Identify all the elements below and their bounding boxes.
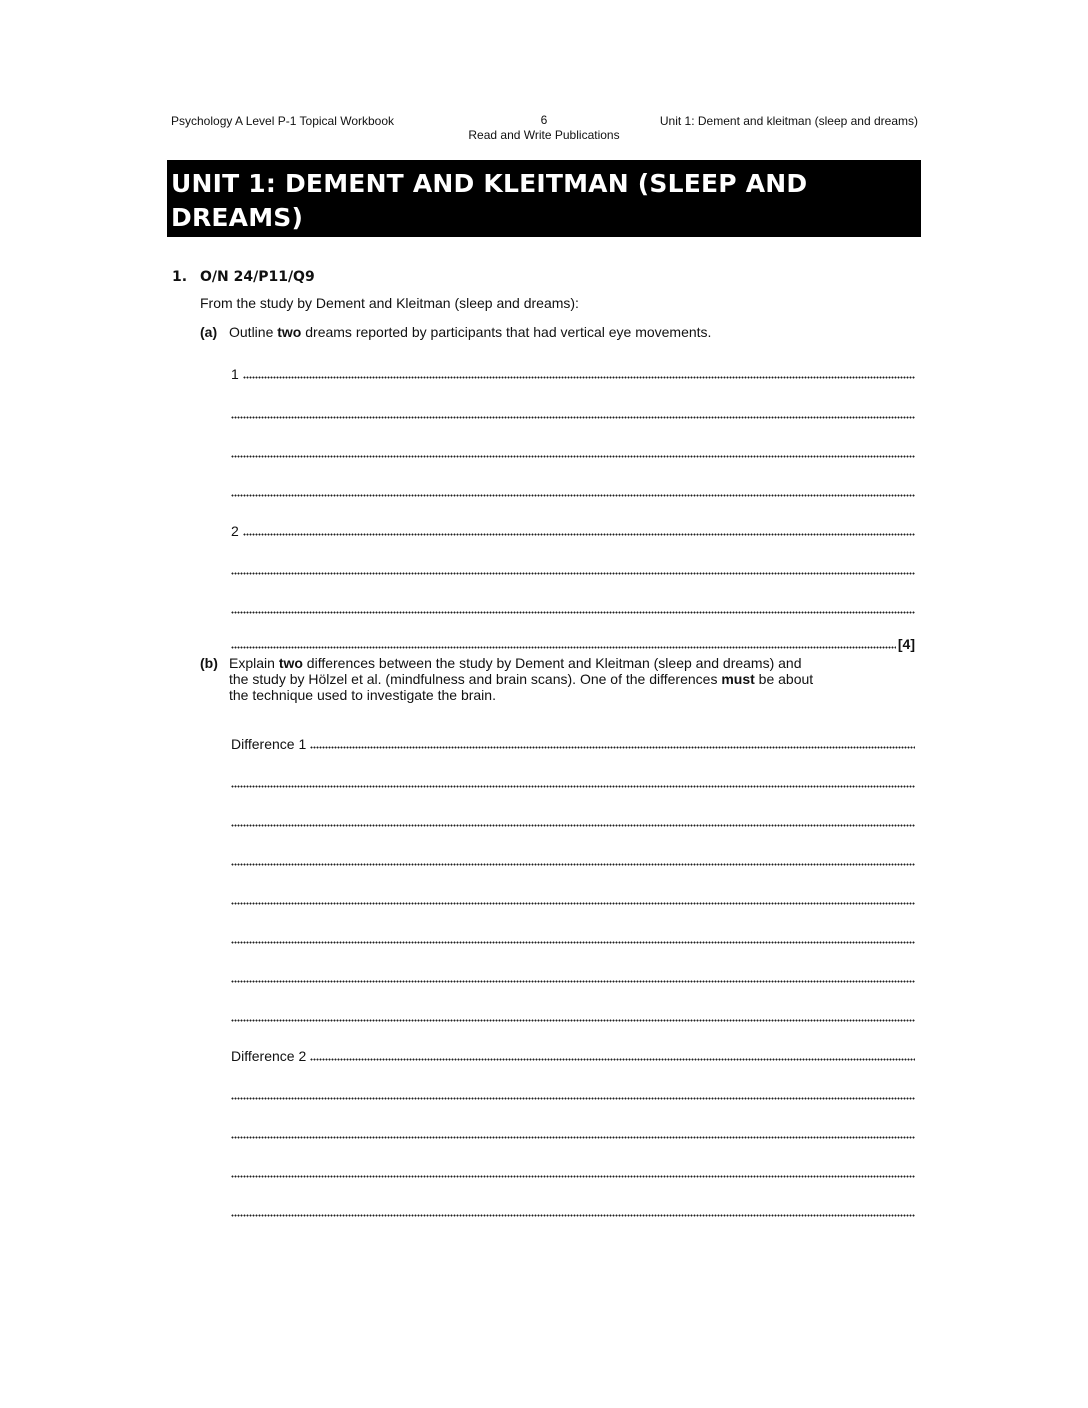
part-b-emphasis-two: two [278,655,303,671]
header-unit-title: Unit 1: Dement and kleitman (sleep and dreams) [659,114,918,128]
answer-line[interactable] [231,633,915,651]
header-page-number: 6 [540,113,548,127]
question-number: 1. [172,269,188,285]
answer-line[interactable] [231,1084,915,1102]
header-publisher: Read and Write Publications [468,128,620,142]
answer-line[interactable] [231,1201,915,1219]
header-workbook-title: Psychology A Level P-1 Topical Workbook [171,114,395,128]
answer-label-1: 1 [231,366,239,382]
part-b-label: (b) [200,655,218,671]
answer-line[interactable] [231,520,915,538]
answer-line[interactable] [231,850,915,868]
answer-line[interactable] [231,1006,915,1024]
answer-line[interactable] [231,967,915,985]
part-b-emphasis-must: must [721,671,755,687]
part-a-label: (a) [200,324,218,340]
part-b-prompt: Explain two differences between the study by Dement and Kleitman (sleep and dreams) and the study by Hölzel et al. (mindfulness and brain scans). One of the differences must be about the technique used to investigate the brain. [229,655,814,703]
answer-line[interactable] [231,733,915,751]
answer-line[interactable] [231,598,915,616]
answer-line[interactable] [231,928,915,946]
answer-line[interactable] [231,889,915,907]
difference-1-label: Difference 1 [231,736,307,752]
answer-line[interactable] [231,1162,915,1180]
unit-title-banner: UNIT 1: DEMENT AND KLEITMAN (SLEEP AND DREAMS) [167,160,921,237]
answer-label-2: 2 [231,523,239,539]
part-a-prompt: Outline two dreams reported by participants that had vertical eye movements. [229,324,712,340]
difference-2-label: Difference 2 [231,1048,307,1064]
answer-line[interactable] [231,363,915,381]
answer-line[interactable] [231,811,915,829]
question-intro: From the study by Dement and Kleitman (sleep and dreams): [200,295,579,311]
answer-line[interactable] [231,1045,915,1063]
question-code: O/N 24/P11/Q9 [200,269,315,285]
answer-line[interactable] [231,772,915,790]
answer-line[interactable] [231,1123,915,1141]
part-a-marks: [4] [897,636,915,652]
answer-line[interactable] [231,559,915,577]
answer-line[interactable] [231,442,915,460]
part-a-emphasis: two [277,324,302,340]
answer-line[interactable] [231,403,915,421]
answer-line[interactable] [231,481,915,499]
